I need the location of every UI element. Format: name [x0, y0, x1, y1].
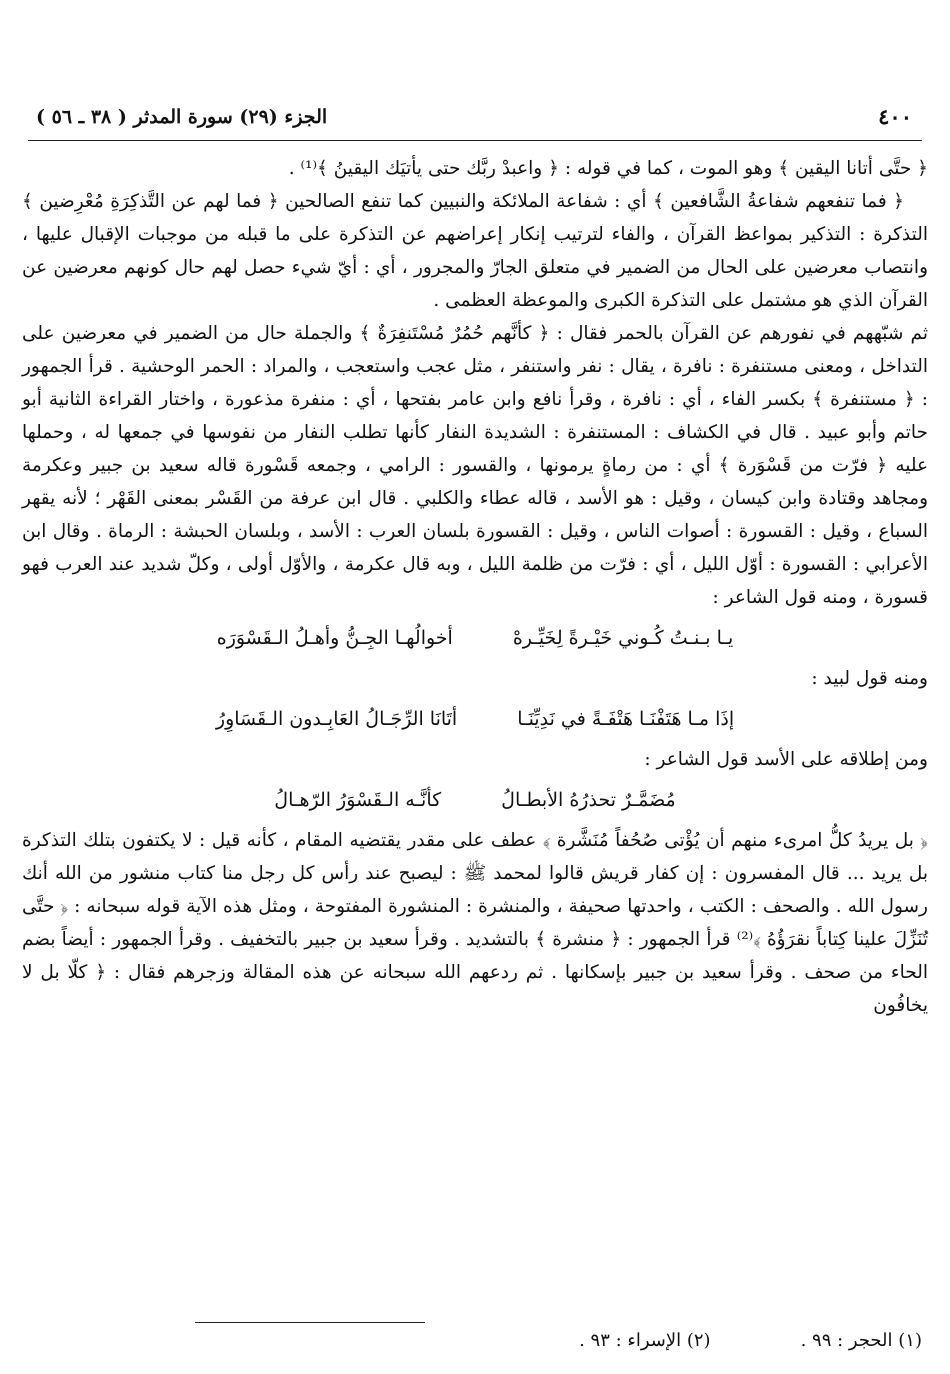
poem-verse-2: [22, 699, 928, 739]
poem-verse-1: [22, 618, 928, 658]
paragraph-6: ﴿ بل يريدُ كلُّ امرىء منهم أن يُؤْتى صُحُفاً مُنَشَّرة ﴾ عطف على مقدر يقتضيه المقام ، كأنه قيل : لا يكتفون بتلك التذكرة بل يريد ... قال المفسرون : إن كفار قريش قالوا لمحمد ﷺ : ليصبح عند رأس كل رجل منا كتاب منشور من الله أنك رسول الله . والصحف : الكتب ، واحدتها صحيفة ، والمنشرة : المنشورة المفتوحة ، ومثل هذه الآية قوله سبحانه : ﴿ حتَّى تُنَزِّلَ علينا كِتاباً نقرَؤُهُ ﴾⁽²⁾ قرأ الجمهور : ﴿ منشرة ﴾ بالتشديد . وقرأ سعيد بن جبير بالتخفيف . وقرأ الجمهور : أيضاً بضم الحاء من صحف . وقرأ سعيد بن جبير بإسكانها . ثم ردعهم الله سبحانه عن هذه المقالة وزجرهم فقال : ﴿ كلّا بل لا يخافُون: [22, 830, 929, 1016]
page-header: [28, 100, 922, 141]
footnote-1: (١) الحجر : ٩٩ .: [800, 1330, 922, 1351]
paragraph-1: ﴿ حتَّى أتانا اليقين ﴾ وهو الموت ، كما في قوله : ﴿ واعبدْ ربَّك حتى يأتيَك اليقينُ ﴾⁽¹⁾ .: [288, 158, 928, 179]
paragraph-2: ﴿ فما تنفعهم شفاعةُ الشَّافعين ﴾ أي : شفاعة الملائكة والنبيين كما تنفع الصالحين ﴿ فما لهم عن التَّذكِرَةِ مُعْرِضين ﴾ التذكرة : التذكير بمواعظ القرآن ، والفاء لترتيب إنكار إعراضهم عن التذكرة على ما قبله من موجبات الإقبال عليها ، وانتصاب معرضين على الحال من الضمير في متعلق الجارّ والمجرور ، أي : أيّ شيء حصل لهم حال كونهم معرضين عن القرآن الذي هو مشتمل على التذكرة الكبرى والموعظة العظمى .: [22, 191, 928, 311]
poem-2-second-hemistich: أتَانَا الرِّجَـالُ العَابِـدون الـقَسَاوِرُ: [215, 708, 458, 730]
poem-verse-3: [22, 780, 928, 820]
main-text: [22, 152, 928, 1022]
poem-3-second-hemistich: كأنَّـه الـقَسْوَرُ الرّهـالُ: [274, 789, 442, 811]
footnotes: [579, 1330, 922, 1351]
poem-3-first-hemistich: مُضَمَّـرٌ تحذرُهُ الأبطـالُ: [501, 789, 676, 811]
paragraph-5: ومن إطلاقه على الأسد قول الشاعر :: [644, 749, 928, 770]
running-title: الجزء (٢٩) سورة المدثر ( ٣٨ ـ ٥٦ ): [36, 106, 328, 128]
footnote-divider: [195, 1322, 425, 1323]
page-number: ٤٠٠: [878, 104, 912, 129]
poem-1-second-hemistich: أخوالُهـا الجِـنُّ وأهـلُ الـقَسْوَرَه: [216, 627, 453, 649]
paragraph-4: ومنه قول لبيد :: [811, 668, 928, 689]
footnote-2: (٢) الإسراء : ٩٣ .: [579, 1330, 711, 1351]
poem-2-first-hemistich: إذَا مـا هَتَفْنَـا هَتْفَـةً في نَدِيِّنَـا: [517, 708, 735, 730]
poem-1-first-hemistich: يـا بـنـتُ كُـوني خَيْـرةً لِخَيِّـرهْ: [512, 627, 734, 649]
paragraph-3: ثم شبّههم في نفورهم عن القرآن بالحمر فقال : ﴿ كأنَّهم حُمُرٌ مُسْتَنفِرَةٌ ﴾ والجملة حال من الضمير في معرضين على التداخل ، ومعنى مستنفرة : نافرة ، يقال : نفر واستنفر ، مثل عجب واستعجب ، والمراد : الحمر الوحشية . قرأ الجمهور : ﴿ مستنفرة ﴾ بكسر الفاء ، أي : نافرة ، وقرأ نافع وابن عامر بفتحها ، أي : منفرة مذعورة ، واختار القراءة الثانية أبو حاتم وأبو عبيد . قال في الكشاف : المستنفرة : الشديدة النفار كأنها تطلب النفار من نفوسها في جمعها له ، وحملها عليه ﴿ فرّت من قَسْوَرة ﴾ أي : من رماةٍ يرمونها ، والقسور : الرامي ، وجمعه قَسْورة قاله سعيد بن جبير وعكرمة ومجاهد وقتادة وابن كيسان ، وقيل : هو الأسد ، قاله عطاء والكلبي . قال ابن عرفة من القَسْر بمعنى القَهْر ؛ لأنه يقهر السباع ، وقيل : القسورة : أصوات الناس ، وقيل : القسورة بلسان العرب : الأسد ، وبلسان الحبشة : الرماة . وقال ابن الأعرابي : القسورة : أوّل الليل ، أي : فرّت من ظلمة الليل ، وبه قال عكرمة ، والأوّل أولى ، وكلّ شديد عند العرب فهو قسورة ، ومنه قول الشاعر :: [22, 323, 928, 608]
